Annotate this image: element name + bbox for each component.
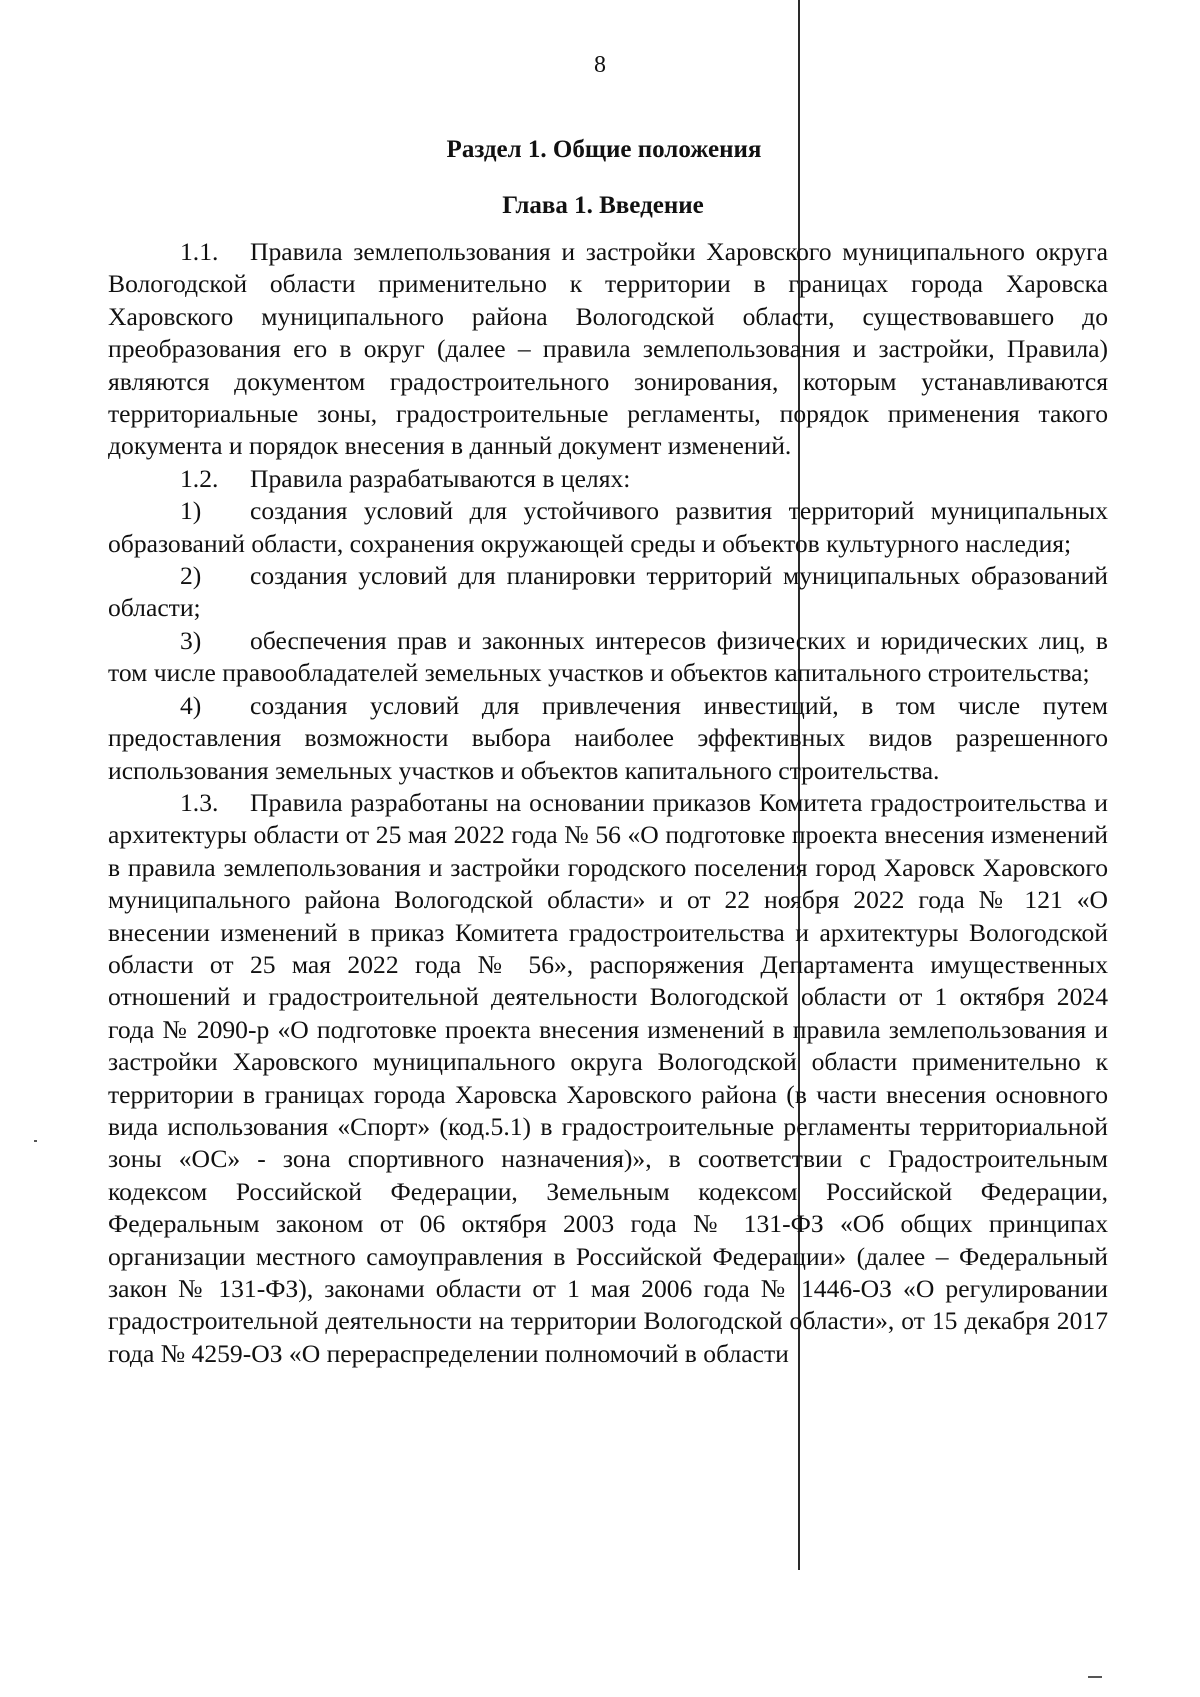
list-item-text: создания условий для устойчивого развития территорий муниципальных образований области, сохранения окружающей среды и объектов культурного наследия; (108, 496, 1108, 558)
list-item-1 (108, 495, 1108, 560)
paragraph-text: Правила разработаны на основании приказов Комитета градостроительства и архитектуры области от 25 мая 2022 года № 56 «О подготовке проекта внесения изменений в правила землепользования и застройки городского поселения город Харовск Харовского муниципального района Вологодской области» и от 22 ноября 2022 года № 121 «О внесении изменений в приказ Комитета градостроительства и архитектуры Вологодской области от 25 мая 2022 года № 56», распоряжения Департамента имущественных отношений и градостроительной деятельности Вологодской области от 1 октября 2024 года № 2090-р «О подготовке проекта внесения изменений в правила землепользования и застройки Харовского муниципального округа Вологодской области применительно к территории в границах города Харовска Харовского района (в части внесения основного вида использования «Спорт» (код.5.1) в градостроительные регламенты территориальной зоны «ОС» - зона спортивного назначения)», в соответствии с Градостроительным кодексом Российской Федерации, Земельным кодексом Российской Федерации, Федеральным законом от 06 октября 2003 года № 131-ФЗ «Об общих принципах организации местного самоуправления в Российской Федерации» (далее – Федеральный закон № 131-ФЗ), законами области от 1 мая 2006 года № 1446-ОЗ «О регулировании градостроительной деятельности на территории Вологодской области», от 15 декабря 2017 года № 4259-ОЗ «О перераспределении полномочий в области (108, 787, 1108, 1368)
list-item-number: 2) (180, 561, 202, 591)
scan-speck (1088, 1676, 1102, 1678)
section-title: Раздел 1. Общие положения (446, 136, 762, 163)
paragraph-1-1 (108, 236, 1108, 463)
paragraph-1-3 (108, 787, 1108, 1370)
list-item-number: 3) (180, 625, 202, 655)
paragraph-number: 1.3. (180, 787, 219, 817)
list-item-text: обеспечения прав и законных интересов физических и юридических лиц, в том числе правообладателей земельных участков и объектов капитального строительства; (108, 625, 1108, 688)
paragraph-text: Правила землепользования и застройки Харовского муниципального округа Вологодской области применительно к территории в границах города Харовска Харовского муниципального района Вологодской области, существовавшего до преобразования его в округ (далее – правила землепользования и застройки, Правила) являются документом градостроительного зонирования, которым устанавливаются территориальные зоны, градостроительные регламенты, порядок применения такого документа и порядок внесения в данный документ изменений. (108, 237, 1108, 461)
list-item-text: создания условий для привлечения инвестиций, в том числе путем предоставления возможности выбора наиболее эффективных видов разрешенного использования земельных участков и объектов капитального строительства. (108, 690, 1108, 785)
paragraph-1-2 (108, 463, 1108, 495)
list-item-2 (108, 560, 1108, 625)
list-item-number: 4) (180, 690, 202, 720)
list-item-text: создания условий для планировки территорий муниципальных образований области; (108, 561, 1108, 623)
list-item-3 (108, 625, 1108, 690)
scan-speck (34, 1140, 37, 1142)
list-item-4 (108, 690, 1108, 787)
paragraph-number: 1.2. (180, 463, 219, 493)
document-body (108, 236, 1108, 1370)
list-item-number: 1) (180, 496, 202, 526)
page-number: 8 (594, 52, 606, 78)
chapter-title: Глава 1. Введение (502, 192, 704, 219)
paragraph-number: 1.1. (180, 237, 219, 266)
paragraph-text: Правила разрабатываются в целях: (250, 463, 631, 493)
